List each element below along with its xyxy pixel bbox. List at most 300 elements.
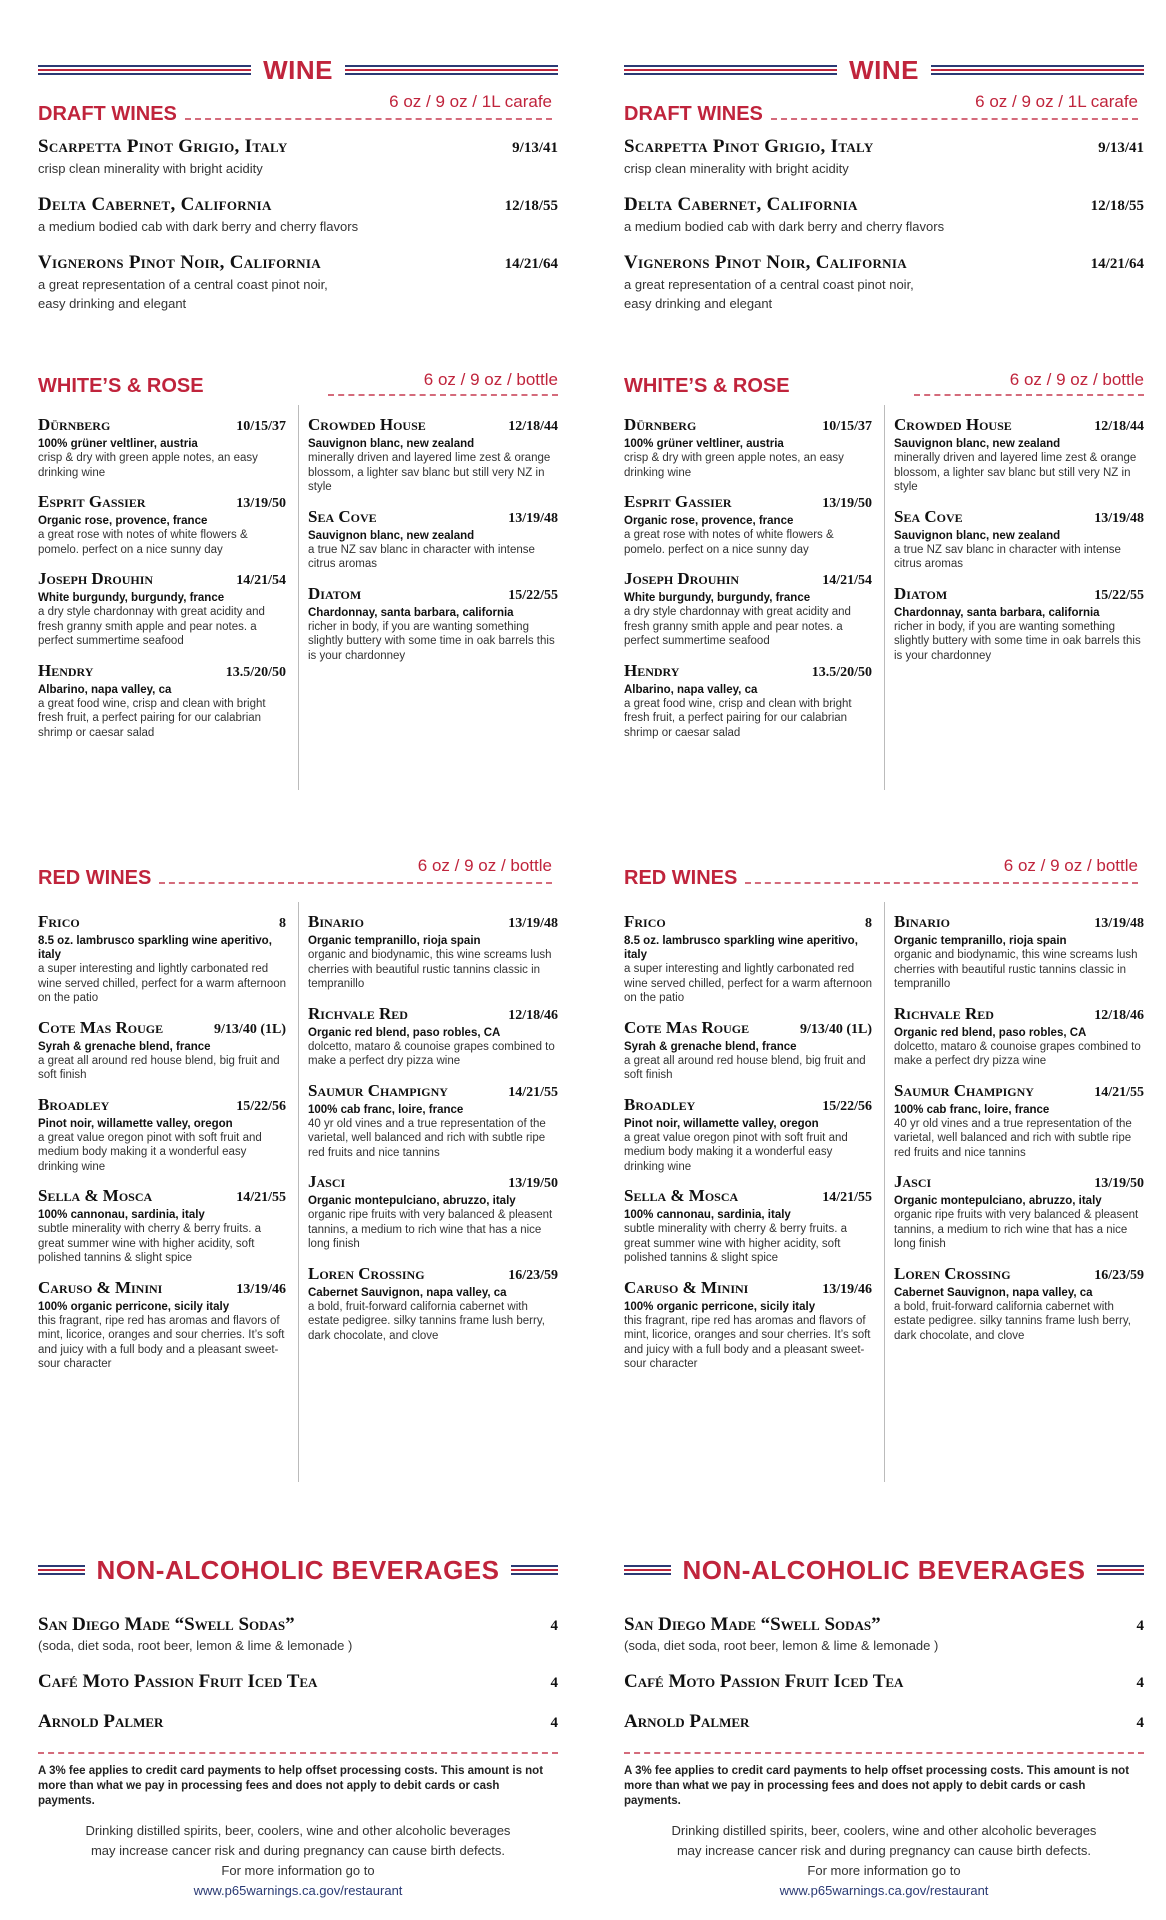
beverage-line	[38, 1671, 558, 1693]
wine-name: Vignerons Pinot Noir, California	[38, 252, 321, 273]
wine-name: Dürnberg	[624, 415, 697, 434]
wine-name: Crowded House	[894, 415, 1012, 434]
wine-name: Delta Cabernet, California	[624, 194, 858, 215]
serving-sizes: 6 oz / 9 oz / bottle	[1009, 370, 1144, 389]
wine-item	[894, 1172, 1144, 1252]
wine-origin: Syrah & grenache blend, france	[624, 1040, 797, 1053]
beverage-line	[624, 1671, 1144, 1693]
wine-name: Sea Cove	[894, 506, 963, 526]
beverage-name: Arnold Palmer	[624, 1711, 750, 1732]
wine-origin: Sauvignon blanc, new zealand	[308, 438, 475, 450]
wine-name: Frico	[38, 912, 80, 931]
wine-description: crisp & dry with green apple notes, an easy drinking wine	[38, 452, 258, 479]
wine-description: organic and biodynamic, this wine screams lush cherries with beautiful rustic tannins classic in tempranillo	[308, 949, 552, 990]
beverage-line	[624, 1614, 1144, 1636]
wine-description: subtle minerality with cherry & berry fruits. a great summer wine with higher acidity, soft polished tannins & slight spice	[38, 1223, 262, 1264]
wine-price: 9/13/40 (1L)	[800, 1021, 872, 1037]
serving-sizes: 6 oz / 9 oz / 1L carafe	[975, 92, 1138, 111]
wine-item-header	[894, 1264, 1144, 1284]
wine-name: Loren Crossing	[894, 1263, 1011, 1283]
wine-item	[38, 569, 286, 649]
wine-origin: 100% organic perricone, sicily italy	[624, 1300, 816, 1313]
draft-wines-section	[624, 92, 1144, 329]
wine-origin: Chardonnay, santa barbara, california	[894, 606, 1100, 619]
beverage-line	[624, 1711, 1144, 1733]
reds-left-column	[624, 912, 872, 1384]
subsection-title: RED WINES	[624, 867, 738, 889]
wine-item-header	[624, 492, 872, 512]
wine-price: 13/19/50	[236, 496, 286, 511]
beverage-item	[38, 1614, 558, 1653]
wine-name: Jasci	[894, 1172, 932, 1191]
serving-sizes: 6 oz / 9 oz / 1L carafe	[389, 92, 552, 111]
beverage-list	[38, 1614, 558, 1733]
wine-description: a great all around red house blend, big fruit and soft finish	[624, 1054, 866, 1081]
wine-description: dolcetto, mataro & counoise grapes combined to make a perfect dry pizza wine	[308, 1040, 555, 1067]
wine-description: organic and biodynamic, this wine screams lush cherries with beautiful rustic tannins classic in tempranillo	[894, 949, 1138, 990]
wine-description: subtle minerality with cherry & berry fruits. a great summer wine with higher acidity, soft polished tannins & slight spice	[624, 1223, 848, 1264]
wine-item	[38, 912, 286, 1006]
wine-item	[624, 661, 872, 741]
beverage-name: San Diego Made “Swell Sodas”	[624, 1614, 881, 1635]
wine-description: a dry style chardonnay with great acidity and fresh granny smith apple and pear notes. a perfect summertime seafood	[624, 606, 851, 647]
wine-name: Joseph Drouhin	[624, 569, 740, 588]
wine-item	[894, 1081, 1144, 1161]
red-wines-header	[624, 856, 1144, 889]
wine-name: Broadley	[624, 1094, 696, 1114]
beverage-item	[624, 1614, 1144, 1653]
wine-description: a medium bodied cab with dark berry and cherry flavors	[624, 219, 945, 234]
wine-item	[624, 1018, 872, 1083]
wine-item-header	[894, 415, 1144, 435]
wine-item	[624, 415, 872, 480]
wine-description: crisp clean minerality with bright acidity	[624, 161, 849, 176]
beverage-item	[624, 1671, 1144, 1693]
wine-description: a super interesting and lightly carbonated red wine served chilled, perfect for a warm afternoon on the patio	[38, 963, 287, 1004]
wine-description: organic ripe fruits with very balanced & pleasent tannins, a medium to rich wine that has a nice long finish	[894, 1209, 1139, 1250]
wine-name: Binario	[308, 912, 365, 931]
wine-description: organic ripe fruits with very balanced & pleasent tannins, a medium to rich wine that has a nice long finish	[308, 1209, 553, 1250]
wine-price: 15/22/55	[1094, 587, 1144, 603]
wine-origin: Organic tempranillo, rioja spain	[894, 935, 1067, 947]
stripe-decoration-left	[624, 65, 837, 75]
wine-origin: Organic red blend, paso robles, CA	[308, 1026, 501, 1039]
wine-price: 13/19/48	[508, 510, 558, 526]
wine-item	[894, 415, 1144, 495]
wine-origin: White burgundy, burgundy, france	[624, 592, 811, 604]
wine-item-header	[308, 912, 558, 932]
wine-item	[308, 1264, 558, 1344]
wine-item	[38, 194, 558, 235]
wine-item	[624, 1186, 872, 1266]
wine-origin: Organic montepulciano, abruzzo, italy	[894, 1195, 1102, 1207]
serving-sizes: 6 oz / 9 oz / bottle	[417, 856, 552, 875]
wine-item-header	[308, 415, 558, 435]
wine-origin: 8.5 oz. lambrusco sparkling wine aperitivo, italy	[38, 935, 272, 961]
whites-rose-header	[38, 370, 558, 396]
wine-name: Cote Mas Rouge	[38, 1017, 164, 1037]
wine-item	[624, 1095, 872, 1175]
wine-name: Joseph Drouhin	[38, 569, 154, 588]
column-divider	[884, 405, 885, 790]
wine-item-header	[38, 136, 558, 158]
wine-description: a true NZ sav blanc in character with intense citrus aromas	[894, 543, 1121, 570]
wine-item-header	[308, 1004, 558, 1024]
fee-notice-block	[624, 1752, 1144, 1809]
wine-description: a great rose with notes of white flowers & pomelo. perfect on a nice sunny day	[38, 529, 248, 556]
wine-price: 10/15/37	[236, 419, 286, 434]
wine-item	[624, 492, 872, 557]
wine-price: 9/13/41	[512, 140, 558, 156]
wine-price: 10/15/37	[822, 419, 872, 434]
wine-item	[38, 415, 286, 480]
beverage-name: San Diego Made “Swell Sodas”	[38, 1614, 295, 1635]
warning-line: For more information go to	[807, 1863, 961, 1878]
wine-name: Broadley	[38, 1094, 110, 1114]
wine-origin: Syrah & grenache blend, france	[38, 1040, 211, 1053]
wine-description: this fragrant, ripe red has aromas and flavors of mint, licorice, oranges and sour cherries. It’s soft and juicy with a full body and a pleasant sweet-sour character	[624, 1314, 871, 1370]
wine-item	[894, 1004, 1144, 1069]
beverage-item	[624, 1711, 1144, 1733]
beverage-price: 4	[1136, 1715, 1144, 1731]
wine-item-header	[38, 1018, 286, 1038]
beverage-name: Arnold Palmer	[38, 1711, 164, 1732]
warning-line: For more information go to	[221, 1863, 375, 1878]
wine-origin: 100% cab franc, loire, france	[308, 1103, 464, 1116]
warning-line: may increase cancer risk and during pregnancy can cause birth defects.	[676, 1843, 1092, 1858]
wine-description: richer in body, if you are wanting something slightly buttery with some time in oak barrels this is your chardonney	[894, 620, 1141, 662]
wine-item-header	[624, 569, 872, 589]
wine-price: 9/13/41	[1098, 140, 1144, 156]
wine-price: 12/18/46	[508, 1007, 558, 1023]
wine-name: Diatom	[308, 583, 362, 603]
wine-price: 15/22/56	[822, 1098, 872, 1114]
wine-item	[38, 136, 558, 177]
wine-description: a great representation of a central coast pinot noir,	[38, 277, 328, 292]
wine-item	[308, 415, 558, 495]
beverage-line	[38, 1711, 558, 1733]
wine-item-header	[38, 1186, 286, 1206]
beverage-name: Café Moto Passion Fruit Iced Tea	[624, 1671, 904, 1692]
wine-item	[308, 507, 558, 572]
wine-item-header	[624, 194, 1144, 216]
wine-price: 9/13/40 (1L)	[214, 1021, 286, 1037]
stripe-decoration-right	[1097, 1565, 1144, 1575]
credit-card-fee-notice: A 3% fee applies to credit card payments to help offset processing costs. This amount is not more than what we pay in processing fees and does not apply to debit cards or cash payments.	[38, 1765, 544, 1807]
draft-wines-header	[38, 92, 558, 125]
wine-name: Caruso & Minini	[624, 1277, 749, 1297]
whites-rose-header	[624, 370, 1144, 396]
wine-price: 12/18/44	[1094, 419, 1144, 434]
beverage-price: 4	[550, 1715, 558, 1731]
wine-title	[38, 48, 558, 92]
wine-price: 16/23/59	[1094, 1267, 1144, 1283]
wine-name: Caruso & Minini	[38, 1277, 163, 1297]
wine-item	[308, 1081, 558, 1161]
wine-price: 14/21/55	[236, 1190, 286, 1205]
wine-item	[38, 1018, 286, 1083]
wine-price: 13/19/48	[508, 916, 558, 931]
wine-name: Esprit Gassier	[38, 492, 146, 511]
serving-sizes: 6 oz / 9 oz / bottle	[1003, 856, 1138, 875]
wine-name: Scarpetta Pinot Grigio, Italy	[38, 136, 288, 157]
wine-item-header	[308, 507, 558, 527]
dashed-rule	[185, 92, 552, 120]
wine-origin: 100% grüner veltliner, austria	[38, 438, 198, 450]
wine-description: 40 yr old vines and a true representation of the varietal, well balanced and rich with subtle ripe red fruits and nice tannins	[894, 1117, 1132, 1159]
subsection-title: WHITE’S & ROSE	[624, 375, 790, 397]
wine-name: Jasci	[308, 1172, 346, 1191]
wine-description: richer in body, if you are wanting something slightly buttery with some time in oak barrels this is your chardonney	[308, 620, 555, 662]
dashed-rule	[159, 856, 552, 884]
size-rule	[328, 370, 558, 396]
wine-name: Hendry	[624, 660, 680, 680]
dashed-rule	[745, 856, 1138, 884]
wine-item-header	[624, 1278, 872, 1298]
warning-line: may increase cancer risk and during pregnancy can cause birth defects.	[90, 1843, 506, 1858]
wine-item	[894, 912, 1144, 992]
wine-price: 8	[865, 916, 872, 931]
wine-item	[624, 136, 1144, 177]
wine-description: a great representation of a central coast pinot noir,	[624, 277, 914, 292]
beverage-note: (soda, diet soda, root beer, lemon & lime & lemonade )	[38, 1638, 353, 1653]
column-divider	[298, 405, 299, 790]
wine-origin: Organic tempranillo, rioja spain	[308, 935, 481, 947]
prop65-warning	[624, 1821, 1144, 1881]
wine-item-header	[624, 1095, 872, 1115]
wine-item	[308, 584, 558, 664]
dashed-rule	[771, 92, 1138, 120]
wine-price: 13/19/48	[1094, 510, 1144, 526]
wine-name: Sella & Mosca	[38, 1186, 153, 1205]
wine-name: Diatom	[894, 583, 948, 603]
wine-item-header	[308, 1081, 558, 1101]
fee-notice-block	[38, 1752, 558, 1809]
wine-description: a great food wine, crisp and clean with bright fresh fruit, a perfect pairing for our calabrian shrimp or caesar salad	[38, 697, 266, 739]
whites-left-column	[624, 415, 872, 752]
wine-item-header	[624, 415, 872, 435]
wine-item-header	[38, 912, 286, 932]
wine-item-header	[894, 507, 1144, 527]
wine-item	[38, 1278, 286, 1372]
column-divider	[298, 902, 299, 1482]
credit-card-fee-notice: A 3% fee applies to credit card payments to help offset processing costs. This amount is not more than what we pay in processing fees and does not apply to debit cards or cash payments.	[624, 1765, 1130, 1807]
wine-price: 12/18/55	[1090, 198, 1144, 214]
wine-item-header	[894, 1081, 1144, 1101]
wine-name: Sea Cove	[308, 506, 377, 526]
wine-price: 12/18/55	[504, 198, 558, 214]
wine-description: minerally driven and layered lime zest & orange blossom, a lighter sav blanc but still very NZ in style	[894, 452, 1137, 493]
section-title-text: NON-ALCOHOLIC BEVERAGES	[96, 1554, 500, 1585]
wine-item	[38, 1095, 286, 1175]
wine-item	[308, 912, 558, 992]
whites-left-column	[38, 415, 286, 752]
wine-item-header	[38, 1095, 286, 1115]
wine-price: 14/21/55	[1094, 1084, 1144, 1100]
beverage-list	[624, 1614, 1144, 1733]
menu-column	[38, 0, 558, 1920]
wine-name: Crowded House	[308, 415, 426, 434]
wine-item-header	[38, 194, 558, 216]
wine-origin: 100% organic perricone, sicily italy	[38, 1300, 230, 1313]
menu-column	[624, 0, 1144, 1920]
wine-price: 12/18/46	[1094, 1007, 1144, 1023]
wine-item-header	[624, 136, 1144, 158]
subsection-title: DRAFT WINES	[38, 103, 177, 125]
beverage-price: 4	[1136, 1618, 1144, 1634]
wine-description: minerally driven and layered lime zest & orange blossom, a lighter sav blanc but still very NZ in style	[308, 452, 551, 493]
wine-origin: Sauvignon blanc, new zealand	[308, 529, 475, 542]
wine-price: 13.5/20/50	[225, 664, 286, 680]
wine-item-header	[38, 569, 286, 589]
wine-description: this fragrant, ripe red has aromas and flavors of mint, licorice, oranges and sour cherries. It’s soft and juicy with a full body and a pleasant sweet-sour character	[38, 1314, 285, 1370]
reds-right-column	[894, 912, 1144, 1355]
wine-item	[624, 194, 1144, 235]
stripe-decoration-right	[345, 65, 558, 75]
reds-left-column	[38, 912, 286, 1384]
beverage-line	[38, 1614, 558, 1636]
wine-origin: Organic rose, provence, france	[38, 515, 208, 527]
wine-name: Hendry	[38, 660, 94, 680]
stripe-decoration-left	[38, 1565, 85, 1575]
wine-price: 13/19/50	[1094, 1176, 1144, 1191]
wine-origin: Pinot noir, willamette valley, oregon	[38, 1117, 233, 1130]
footer	[38, 1748, 558, 1901]
wine-item-header	[894, 1172, 1144, 1192]
draft-wines-section	[38, 92, 558, 329]
warning-url: www.p65warnings.ca.gov/restaurant	[193, 1883, 403, 1898]
size-rule	[914, 370, 1144, 396]
wine-description-cont: easy drinking and elegant	[624, 296, 773, 311]
wine-item-header	[894, 584, 1144, 604]
wine-item-header	[38, 1278, 286, 1298]
wine-item	[624, 252, 1144, 312]
wine-item	[38, 492, 286, 557]
wine-price: 13/19/48	[1094, 916, 1144, 931]
wine-origin: Pinot noir, willamette valley, oregon	[624, 1117, 819, 1130]
wine-item	[38, 1186, 286, 1266]
wine-price: 14/21/54	[822, 573, 872, 588]
wine-item	[624, 569, 872, 649]
beverage-price: 4	[550, 1675, 558, 1691]
wine-name: Sella & Mosca	[624, 1186, 739, 1205]
wine-item-header	[624, 1018, 872, 1038]
wine-item-header	[308, 1264, 558, 1284]
prop65-warning	[38, 1821, 558, 1881]
beverage-price: 4	[1136, 1675, 1144, 1691]
wine-name: Esprit Gassier	[624, 492, 732, 511]
wine-origin: Organic montepulciano, abruzzo, italy	[308, 1195, 516, 1207]
wine-description: 40 yr old vines and a true representation of the varietal, well balanced and rich with subtle ripe red fruits and nice tannins	[308, 1117, 546, 1159]
warning-url: www.p65warnings.ca.gov/restaurant	[779, 1883, 989, 1898]
wine-description: a great rose with notes of white flowers & pomelo. perfect on a nice sunny day	[624, 529, 834, 556]
wine-origin: 8.5 oz. lambrusco sparkling wine aperitivo, italy	[624, 935, 858, 961]
wine-description: a true NZ sav blanc in character with intense citrus aromas	[308, 543, 535, 570]
red-wines-header-wrap	[38, 856, 558, 900]
beverage-name: Café Moto Passion Fruit Iced Tea	[38, 1671, 318, 1692]
wine-description: crisp clean minerality with bright acidity	[38, 161, 263, 176]
wine-origin: Cabernet Sauvignon, napa valley, ca	[894, 1286, 1093, 1299]
wine-origin: Chardonnay, santa barbara, california	[308, 606, 514, 619]
wine-origin: Organic red blend, paso robles, CA	[894, 1026, 1087, 1039]
wine-price: 13/19/50	[508, 1176, 558, 1191]
wine-item-header	[308, 584, 558, 604]
wine-origin: Sauvignon blanc, new zealand	[894, 529, 1061, 542]
whites-right-column	[894, 415, 1144, 675]
wine-price: 14/21/64	[504, 256, 558, 272]
wine-item-header	[38, 415, 286, 435]
section-title-text: WINE	[849, 54, 919, 85]
wine-item-header	[624, 252, 1144, 274]
wine-item-header	[38, 492, 286, 512]
wine-price: 8	[279, 916, 286, 931]
red-wines-header-wrap	[624, 856, 1144, 900]
wine-item	[308, 1004, 558, 1069]
reds-right-column	[308, 912, 558, 1355]
wine-price: 12/18/44	[508, 419, 558, 434]
wine-price: 15/22/56	[236, 1098, 286, 1114]
wine-header	[38, 48, 558, 92]
wine-name: Frico	[624, 912, 666, 931]
serving-sizes: 6 oz / 9 oz / bottle	[423, 370, 558, 389]
wine-origin: 100% cannonau, sardinia, italy	[624, 1209, 791, 1221]
wine-origin: Cabernet Sauvignon, napa valley, ca	[308, 1286, 507, 1299]
wine-price: 16/23/59	[508, 1267, 558, 1283]
wine-price: 14/21/64	[1090, 256, 1144, 272]
wine-price: 14/21/55	[508, 1084, 558, 1100]
wine-item	[894, 507, 1144, 572]
wine-price: 13/19/50	[822, 496, 872, 511]
subsection-title: RED WINES	[38, 867, 152, 889]
wine-origin: 100% cab franc, loire, france	[894, 1103, 1050, 1116]
wine-name: Saumur Champigny	[894, 1080, 1034, 1100]
wine-price: 14/21/55	[822, 1190, 872, 1205]
stripe-decoration-left	[38, 65, 251, 75]
wine-description: a great value oregon pinot with soft fruit and medium body making it a wonderful easy drinking wine	[624, 1131, 848, 1173]
wine-name: Dürnberg	[38, 415, 111, 434]
wine-origin: Albarino, napa valley, ca	[624, 683, 758, 696]
wine-item-header	[624, 1186, 872, 1206]
wine-name: Scarpetta Pinot Grigio, Italy	[624, 136, 874, 157]
wine-description: a medium bodied cab with dark berry and cherry flavors	[38, 219, 359, 234]
wine-origin: Organic rose, provence, france	[624, 515, 794, 527]
wine-item	[38, 252, 558, 312]
wine-name: Saumur Champigny	[308, 1080, 448, 1100]
footer	[624, 1748, 1144, 1901]
subsection-title: DRAFT WINES	[624, 103, 763, 125]
wine-name: Vignerons Pinot Noir, California	[624, 252, 907, 273]
wine-price: 13/19/46	[236, 1281, 286, 1297]
wine-description: a great value oregon pinot with soft fruit and medium body making it a wonderful easy drinking wine	[38, 1131, 262, 1173]
wine-description-cont: easy drinking and elegant	[38, 296, 187, 311]
wine-description: dolcetto, mataro & counoise grapes combined to make a perfect dry pizza wine	[894, 1040, 1141, 1067]
wine-description: a great all around red house blend, big fruit and soft finish	[38, 1054, 280, 1081]
wine-origin: 100% cannonau, sardinia, italy	[38, 1209, 205, 1221]
wine-item-header	[894, 1004, 1144, 1024]
wine-price: 14/21/54	[236, 573, 286, 588]
non-alcoholic-title	[624, 1548, 1144, 1592]
stripe-decoration-right	[931, 65, 1144, 75]
wine-item-header	[308, 1172, 558, 1192]
column-divider	[884, 902, 885, 1482]
whites-right-column	[308, 415, 558, 675]
draft-wines-header	[624, 92, 1144, 125]
wine-origin: White burgundy, burgundy, france	[38, 592, 225, 604]
section-title-text: NON-ALCOHOLIC BEVERAGES	[682, 1554, 1086, 1585]
wine-origin: Sauvignon blanc, new zealand	[894, 438, 1061, 450]
non-alcoholic-title	[38, 1548, 558, 1592]
warning-line: Drinking distilled spirits, beer, coolers, wine and other alcoholic beverages	[671, 1823, 1097, 1838]
